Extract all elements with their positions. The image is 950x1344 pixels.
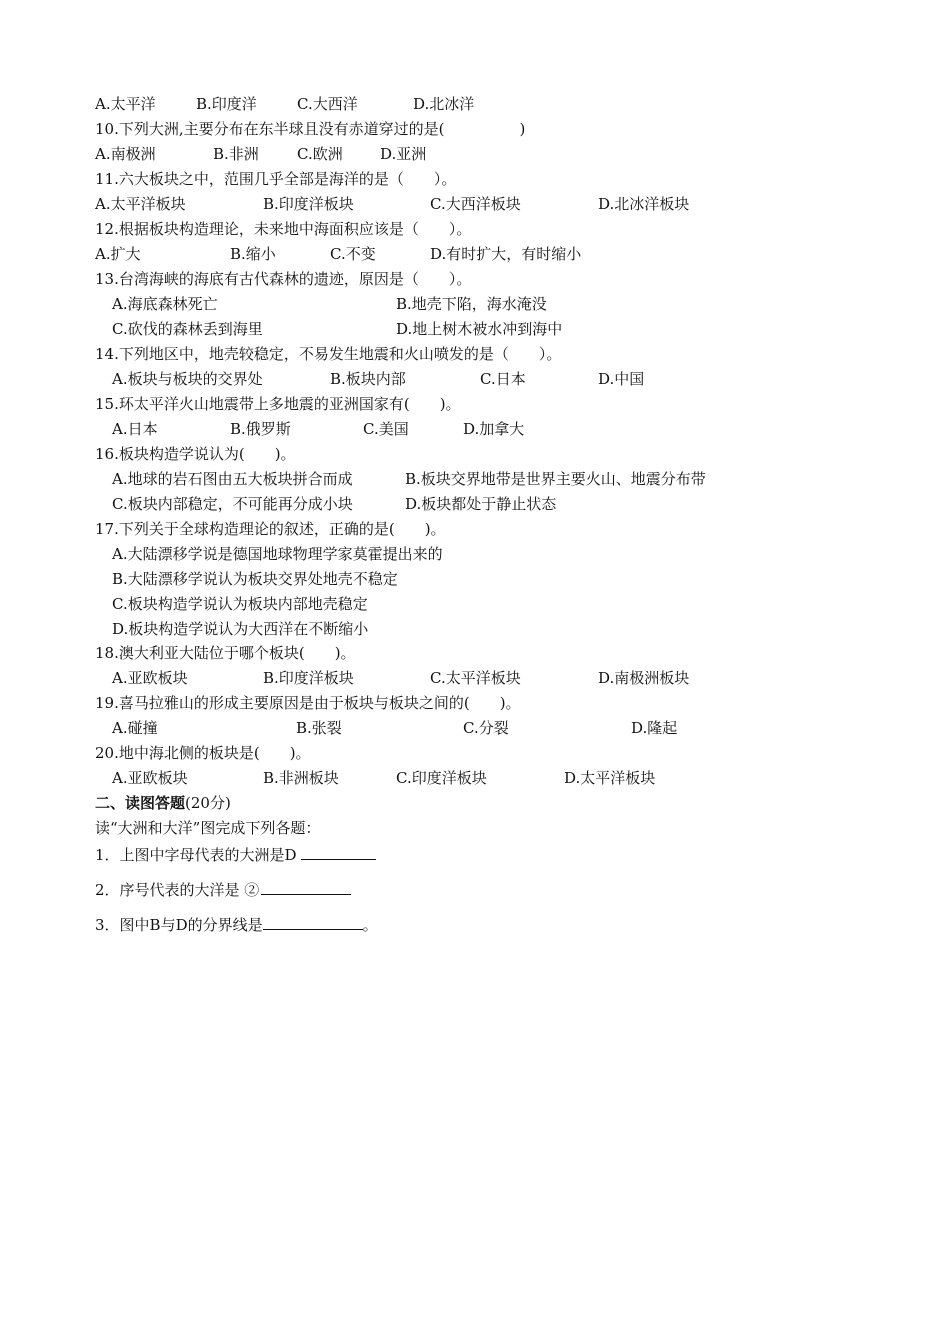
q18-option-b: B.印度洋板块 bbox=[263, 669, 354, 687]
q13-option-b: B.地壳下陷，海水淹没 bbox=[396, 295, 547, 313]
q11-option-b: B.印度洋板块 bbox=[263, 195, 354, 213]
q18-option-d: D.南极洲板块 bbox=[598, 669, 690, 687]
section-heading bbox=[95, 793, 231, 813]
q16-option-a: A.地球的岩石图由五大板块拼合而成 bbox=[112, 470, 353, 488]
q9-option-c: C.大西洋 bbox=[297, 95, 358, 113]
q13-option-c: C.砍伐的森林丢到海里 bbox=[112, 320, 263, 338]
q20-option-a: A.亚欧板块 bbox=[112, 769, 188, 787]
answer-blank-3[interactable] bbox=[263, 914, 363, 930]
q19-stem: 19.喜马拉雅山的形成主要原因是由于板块与板块之间的( )。 bbox=[95, 694, 521, 712]
q10-option-b: B.非洲 bbox=[213, 145, 259, 163]
section-intro: 读“大洲和大洋”图完成下列各题： bbox=[95, 819, 321, 837]
q20-option-d: D.太平洋板块 bbox=[564, 769, 656, 787]
read-question-2 bbox=[95, 879, 351, 900]
q13-option-a: A.海底森林死亡 bbox=[112, 295, 218, 313]
q10-option-a: A.南极洲 bbox=[95, 145, 156, 163]
section-score: (20分) bbox=[185, 794, 231, 812]
q17-option-a: A.大陆漂移学说是德国地球物理学家莫霍提出来的 bbox=[112, 545, 443, 563]
q16-option-d: D.板块都处于静止状态 bbox=[405, 495, 557, 513]
q20-stem: 20.地中海北侧的板块是( )。 bbox=[95, 744, 311, 762]
q17-option-b: B.大陆漂移学说认为板块交界处地壳不稳定 bbox=[112, 570, 398, 588]
q14-stem: 14.下列地区中，地壳较稳定，不易发生地震和火山喷发的是（ ）。 bbox=[95, 345, 562, 363]
q12-option-b: B.缩小 bbox=[230, 245, 276, 263]
q9-option-a: A.太平洋 bbox=[95, 95, 156, 113]
q19-option-c: C.分裂 bbox=[463, 719, 509, 737]
q11-option-c: C.大西洋板块 bbox=[430, 195, 521, 213]
read-question-3 bbox=[95, 914, 378, 935]
section-title: 二、读图答题 bbox=[95, 794, 186, 812]
q9-option-b: B.印度洋 bbox=[196, 95, 257, 113]
q12-option-c: C.不变 bbox=[330, 245, 376, 263]
q14-option-a: A.板块与板块的交界处 bbox=[112, 370, 263, 388]
q13-stem: 13.台湾海峡的海底有古代森林的遗迹，原因是（ ）。 bbox=[95, 270, 472, 288]
q15-option-c: C.美国 bbox=[363, 420, 409, 438]
q14-option-d: D.中国 bbox=[598, 370, 645, 388]
q16-stem: 16.板块构造学说认为( )。 bbox=[95, 445, 296, 463]
q9-option-d: D.北冰洋 bbox=[413, 95, 475, 113]
answer-blank-1[interactable] bbox=[301, 844, 376, 860]
q19-option-a: A.碰撞 bbox=[112, 719, 158, 737]
q20-option-c: C.印度洋板块 bbox=[396, 769, 487, 787]
q15-option-a: A.日本 bbox=[112, 420, 158, 438]
read-question-2-text: 2．序号代表的大洋是 ② bbox=[95, 881, 260, 899]
q18-stem: 18.澳大利亚大陆位于哪个板块( )。 bbox=[95, 644, 356, 662]
read-question-3-end: 。 bbox=[362, 916, 378, 934]
q16-option-c: C.板块内部稳定，不可能再分成小块 bbox=[112, 495, 353, 513]
q11-option-d: D.北冰洋板块 bbox=[598, 195, 690, 213]
q10-stem: 10.下列大洲,主要分布在东半球且没有赤道穿过的是( ) bbox=[95, 120, 526, 138]
q11-stem: 11.六大板块之中，范围几乎全部是海洋的是（ ）。 bbox=[95, 170, 457, 188]
q14-option-b: B.板块内部 bbox=[330, 370, 406, 388]
q15-option-b: B.俄罗斯 bbox=[230, 420, 291, 438]
q12-stem: 12.根据板块构造理论，未来地中海面积应该是（ ）。 bbox=[95, 220, 472, 238]
q15-stem: 15.环太平洋火山地震带上多地震的亚洲国家有( )。 bbox=[95, 395, 461, 413]
q17-stem: 17.下列关于全球构造理论的叙述，正确的是( )。 bbox=[95, 520, 446, 538]
q19-option-b: B.张裂 bbox=[296, 719, 342, 737]
answer-blank-2[interactable] bbox=[261, 879, 351, 895]
q11-option-a: A.太平洋板块 bbox=[95, 195, 186, 213]
q19-option-d: D.隆起 bbox=[631, 719, 678, 737]
q15-option-d: D.加拿大 bbox=[463, 420, 525, 438]
q10-option-d: D.亚洲 bbox=[380, 145, 427, 163]
q18-option-a: A.亚欧板块 bbox=[112, 669, 188, 687]
q13-option-d: D.地上树木被水冲到海中 bbox=[396, 320, 563, 338]
q16-option-b: B.板块交界地带是世界主要火山、地震分布带 bbox=[405, 470, 706, 488]
q18-option-c: C.太平洋板块 bbox=[430, 669, 521, 687]
q14-option-c: C.日本 bbox=[480, 370, 526, 388]
read-question-1 bbox=[95, 844, 376, 865]
q12-option-d: D.有时扩大，有时缩小 bbox=[430, 245, 582, 263]
q12-option-a: A.扩大 bbox=[95, 245, 141, 263]
read-question-1-text: 1．上图中字母代表的大洲是D bbox=[95, 846, 297, 864]
q17-option-d: D.板块构造学说认为大西洋在不断缩小 bbox=[112, 620, 369, 638]
q20-option-b: B.非洲板块 bbox=[263, 769, 339, 787]
q17-option-c: C.板块构造学说认为板块内部地壳稳定 bbox=[112, 595, 368, 613]
read-question-3-text: 3．图中B与D的分界线是 bbox=[95, 916, 263, 934]
q10-option-c: C.欧洲 bbox=[297, 145, 343, 163]
